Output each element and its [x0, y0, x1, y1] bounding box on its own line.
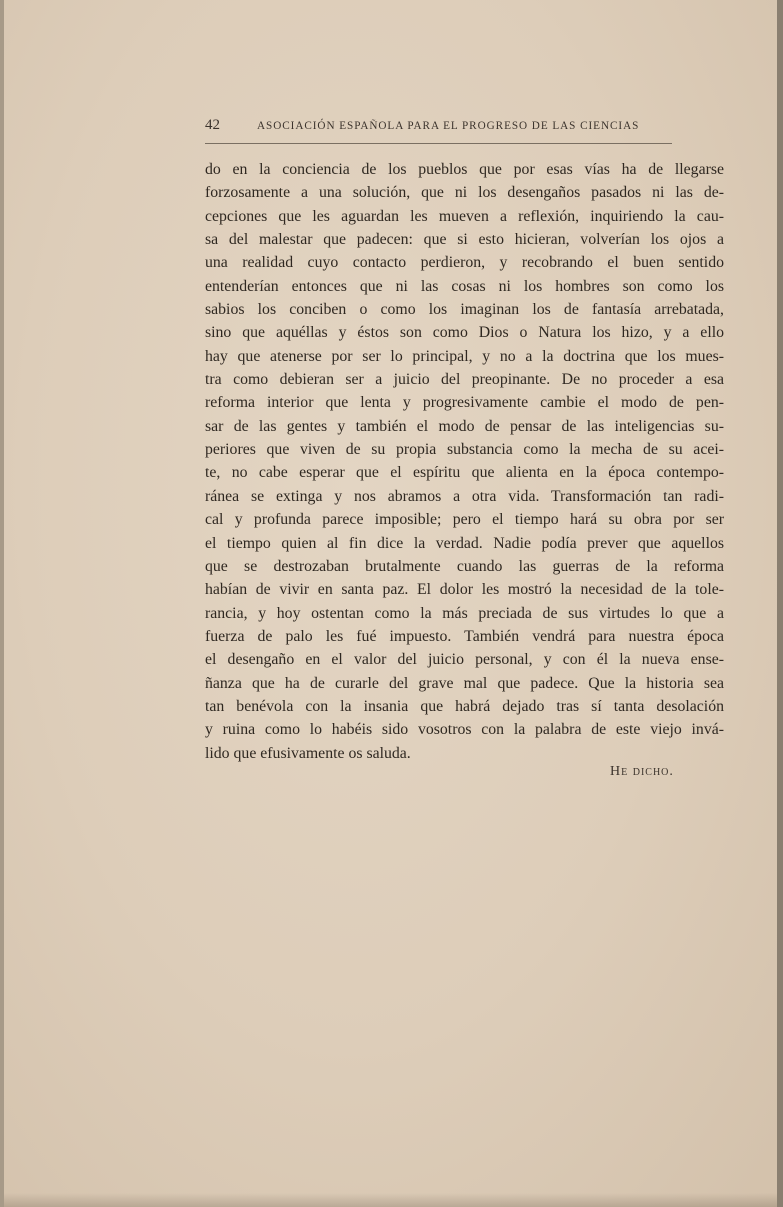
text-line: periores que viven de su propia substancia como la mecha de su acei- — [205, 441, 724, 459]
body-text — [205, 158, 724, 765]
text-line: el tiempo quien al fin dice la verdad. Nadie podía prever que aquellos — [205, 534, 724, 552]
text-line: sa del malestar que padecen: que si esto hicieran, volverían los ojos a — [205, 231, 724, 249]
text-line: te, no cabe esperar que el espíritu que alienta en la época contempo- — [205, 464, 724, 482]
text-line: ñanza que ha de curarle del grave mal que padece. Que la historia sea — [205, 674, 724, 692]
text-line: rancia, y hoy ostentan como la más preciada de sus virtudes lo que a — [205, 604, 724, 622]
text-line: que se destrozaban brutalmente cuando las guerras de la reforma — [205, 557, 724, 575]
text-line: reforma interior que lenta y progresivamente cambie el modo de pen- — [205, 394, 724, 412]
text-line: sino que aquéllas y éstos son como Dios o Natura los hizo, y a ello — [205, 324, 724, 342]
text-line: entenderían entonces que ni las cosas ni los hombres son como los — [205, 277, 724, 295]
text-line: cal y profunda parece imposible; pero el tiempo hará su obra por ser — [205, 511, 724, 529]
text-line: sabios los conciben o como los imaginan los de fantasía arrebatada, — [205, 301, 724, 319]
text-line: una realidad cuyo contacto perdieron, y recobrando el buen sentido — [205, 254, 724, 272]
text-line: cepciones que les aguardan les mueven a reflexión, inquiriendo la cau- — [205, 207, 724, 225]
page-header — [205, 117, 672, 144]
text-line: do en la conciencia de los pueblos que por esas vías ha de llegarse — [205, 161, 724, 178]
text-line: y ruina como lo habéis sido vosotros con la palabra de este viejo invá- — [205, 721, 724, 739]
closing-signature: He dicho. — [610, 764, 674, 779]
text-line: habían de vivir en santa paz. El dolor les mostró la necesidad de la tole- — [205, 581, 724, 599]
text-line: tan benévola con la insania que habrá dejado tras sí tanta desolación — [205, 697, 724, 715]
text-line: hay que atenerse por ser lo principal, y no a la doctrina que los mues- — [205, 347, 724, 365]
text-line: el desengaño en el valor del juicio personal, y con él la nueva ense- — [205, 651, 724, 669]
page-number: 42 — [205, 117, 220, 133]
text-line: sar de las gentes y también el modo de pensar de las inteligencias su- — [205, 417, 724, 435]
text-line: ránea se extinga y nos abramos a otra vida. Transformación tan radi- — [205, 487, 724, 505]
text-line: lido que efusivamente os saluda. — [205, 744, 411, 762]
running-head: ASOCIACIÓN ESPAÑOLA PARA EL PROGRESO DE LAS CIENCIAS — [257, 120, 640, 132]
text-line: fuerza de palo les fué impuesto. También vendrá para nuestra época — [205, 627, 724, 645]
text-line: forzosamente a una solución, que ni los desengaños pasados ni las de- — [205, 184, 724, 202]
text-line: tra como debieran ser a juicio del preopinante. De no proceder a esa — [205, 371, 724, 389]
